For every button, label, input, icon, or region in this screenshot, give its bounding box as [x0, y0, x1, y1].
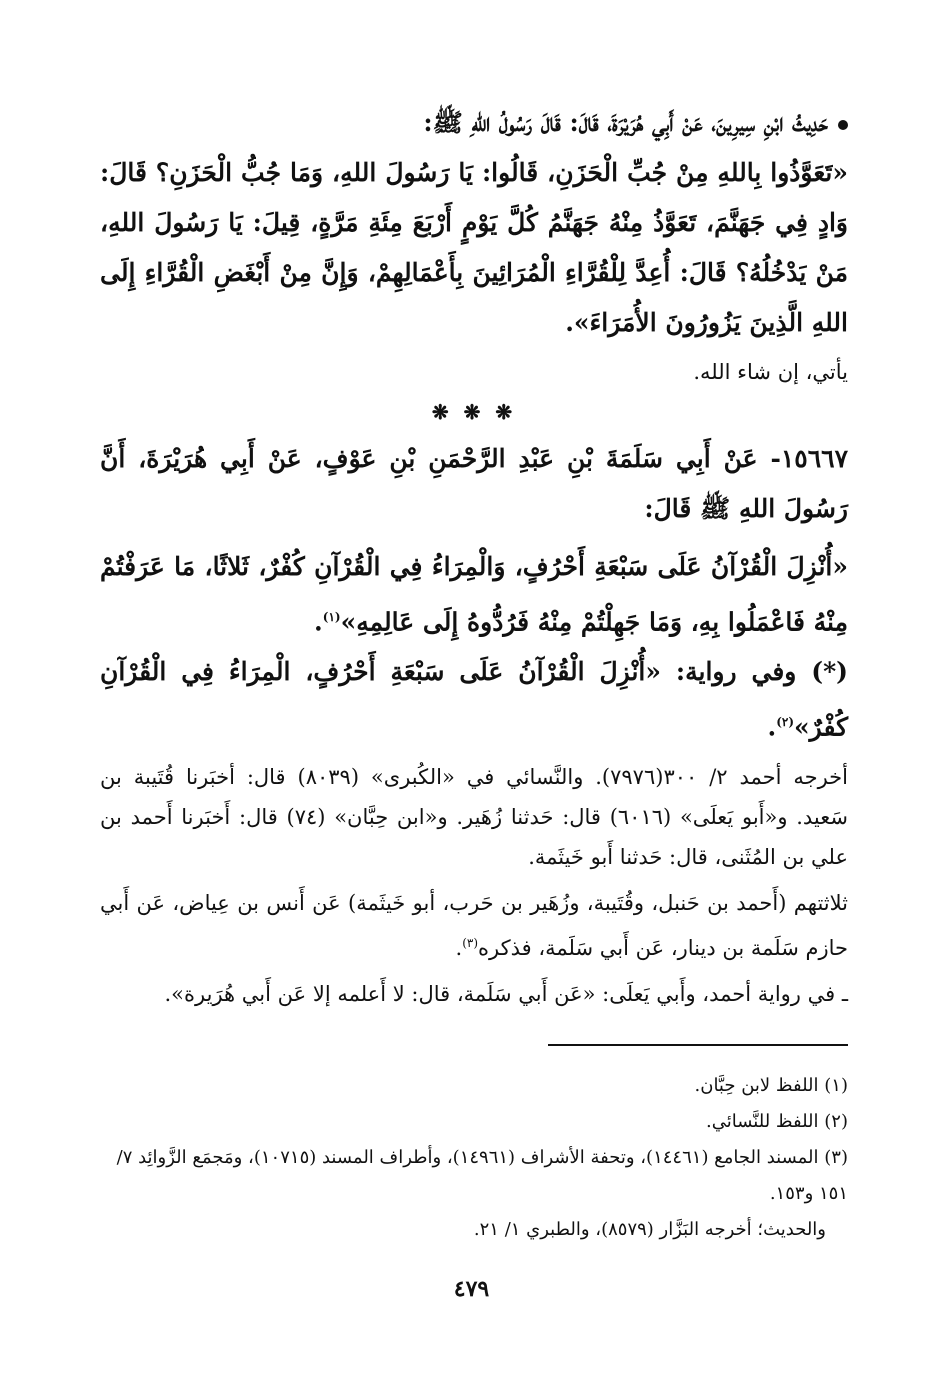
page-number: ٤٧٩: [453, 1276, 490, 1302]
takhrij-paragraph-1: أخرجه أحمد ٢/ ٣٠٠(٧٩٧٦). والنَّسائي في «الكُبرى» (٨٠٣٩) قال: أخبَرنا قُتَيبة بن سَعيد. و«أَبو يَعلَى» (٦٠١٦) قال: حَدثنا زُهَير. و«ابن حِبَّان» (٧٤) قال: أَخبَرنا أَحمد بن علي بن المُثَنى، قال: حَدثنا أَبو خَيثَمة.: [100, 764, 848, 869]
hadith-text: [100, 542, 848, 647]
hadith-text-body: «أُنْزِلَ الْقُرْآنُ عَلَى سَبْعَةِ أَحْرُفٍ، وَالْمِرَاءُ فِي الْقُرْآنِ كُفْرٌ، ثَلاثًا، مَا عَرَفْتُمْ مِنْهُ فَاعْمَلُوا بِهِ، وَمَا جَهِلْتُمْ مِنْهُ فَرُدُّوهُ إِلَى عَالِمِهِ»: [100, 552, 848, 637]
footnote-ref-3: (٣): [462, 935, 479, 950]
takhrij-paragraph-2-tail: .: [455, 935, 463, 960]
hadith-narration-body: (*) وفي رواية: «أُنْزِلَ الْقُرْآنُ عَلَى سَبْعَةِ أَحْرُفٍ، الْمِرَاءُ فِي الْقُرْآنِ كُفْرٌ»: [100, 657, 848, 742]
footnotes: [100, 1068, 848, 1248]
hadith-narration: [100, 647, 848, 752]
takhrij-paragraph-3: ـ في رواية أحمد، وأَبي يَعلَى: «عَن أَبي سَلَمة، قال: لا أَعلمه إلا عَن أَبي هُرَيرة».: [164, 981, 848, 1006]
takhrij-paragraph-2: [100, 883, 848, 968]
footnote-2: (٢) اللفظ للنَّسائي.: [706, 1110, 848, 1132]
footnote-divider: [548, 1044, 848, 1046]
hadith-intro-heading-text: حَدِيثُ ابْنِ سِيرِينَ، عَنْ أَبِي هُرَيْرَةَ، قَالَ: قَالَ رَسُولُ اللهِ ﷺ:: [423, 108, 828, 137]
takhrij-paragraph-2-body: ثلاثتهم (أَحمد بن حَنبل، وقُتَيبة، وزُهَير بن حَرب، أبو خَيثَمة) عَن أَنس بن عِياض، عَن أَبي حازم سَلَمة بن دينار، عَن أَبي سَلَمة، فذكره: [100, 890, 848, 960]
page-body: [100, 98, 848, 1248]
footnote-1: (١) اللفظ لابن حِبَّان.: [694, 1074, 848, 1096]
footnote-ref-2: (٢): [776, 715, 795, 730]
hadith-heading: ١٥٦٦٧- عَنْ أَبِي سَلَمَةَ بْنِ عَبْدِ الرَّحْمَنِ بْنِ عَوْفٍ، عَنْ أَبِي هُرَيْرَةَ، أَنَّ رَسُولَ اللهِ ﷺ قَالَ:: [100, 444, 848, 523]
hadith-narration-tail: .: [767, 712, 777, 742]
footnote-ref-1: (١): [322, 610, 341, 624]
hadith-intro-heading: [100, 98, 848, 148]
section-separator: ❋ ❋ ❋: [431, 400, 517, 424]
bullet-icon: [838, 120, 848, 130]
hadith-intro-text: «تَعَوَّذُوا بِاللهِ مِنْ جُبِّ الْحَزَنِ، قَالُوا: يَا رَسُولَ اللهِ، وَمَا جُبُّ الْحَزَنِ؟ قَالَ: وَادٍ فِي جَهَنَّمَ، تَعَوَّذُ مِنْهُ جَهَنَّمُ كُلَّ يَوْمٍ أَرْبَعَ مِئَةِ مَرَّةٍ، قِيلَ: يَا رَسُولَ اللهِ، مَنْ يَدْخُلُهُ؟ قَالَ: أُعِدَّ لِلْقُرَّاءِ الْمُرَائِينَ بِأَعْمَالِهِمْ، وَإِنَّ مِنْ أَبْغَضِ الْقُرَّاءِ إِلَى اللهِ الَّذِينَ يَزُورُونَ الأُمَرَاءَ».: [100, 158, 848, 337]
footnote-3: (٣) المسند الجامع (١٤٤٦١)، وتحفة الأشراف (١٤٩٦١)، وأطراف المسند (١٠٧١٥)، ومَجمَع الزَّوائِد ٧/ ١٥١ و١٥٣.: [116, 1146, 848, 1204]
footnote-4: والحديث؛ أخرجه البَزَّار (٨٥٧٩)، والطبري ١/ ٢١.: [473, 1218, 826, 1240]
hadith-text-tail: .: [314, 607, 323, 637]
hadith-intro-note: يأتي، إن شاء الله.: [693, 360, 848, 384]
